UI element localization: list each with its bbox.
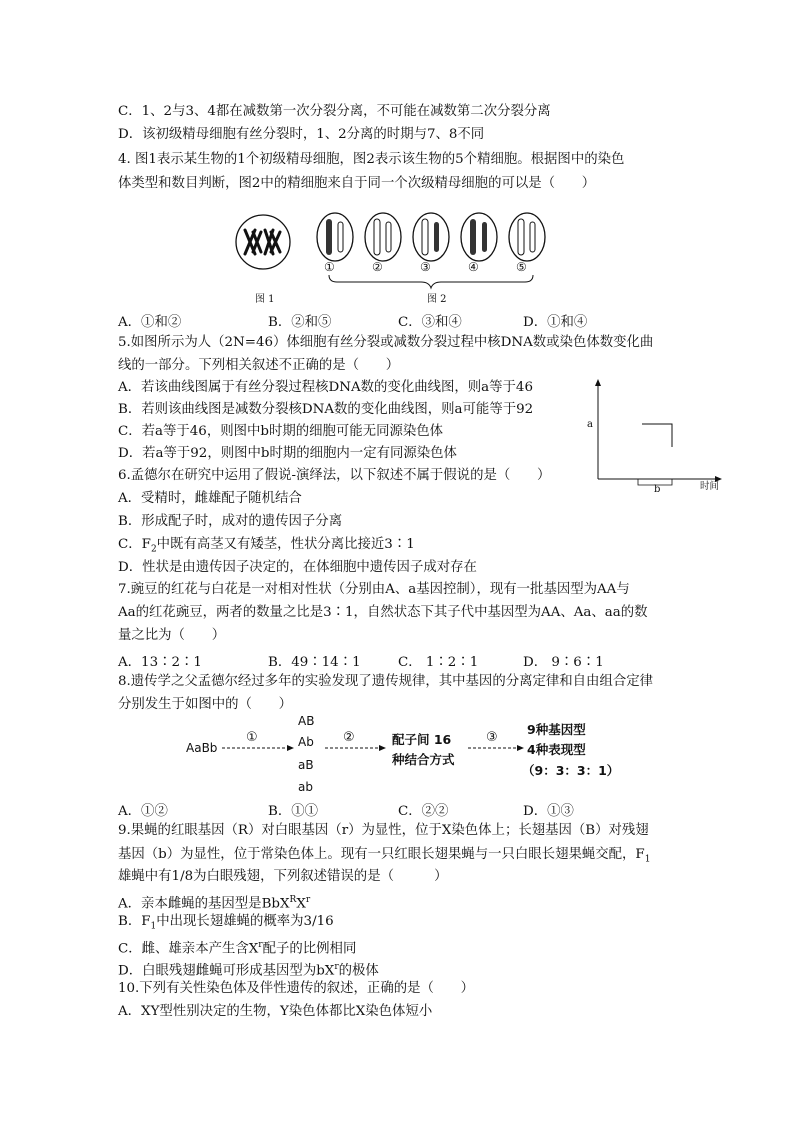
q5-option-c: C．若a等于46，则图中b时期的细胞可能无同源染色体	[118, 424, 444, 439]
q9-option-a-sup1: R	[289, 895, 297, 905]
q6-option-c-sub: 2	[150, 544, 157, 555]
q9-option-d	[118, 957, 379, 981]
q9-stem-line1: 9.果蝇的红眼基因（R）对白眼基因（r）为显性，位于X染色体上；长翅基因（B）对残翅	[118, 823, 649, 838]
q8-box3-line3: （9：3：3：1）	[522, 763, 620, 778]
fig1-caption: 图 1	[255, 294, 275, 305]
q5-option-b: B．若则该曲线图是减数分裂核DNA数的变化曲线图，则a可能等于92	[118, 402, 534, 417]
q5-option-d: D．若a等于92，则图中b时期的细胞内一定有同源染色体	[118, 446, 457, 461]
q7-stem-line3: 量之比为（ ）	[118, 628, 226, 643]
q4-option-b: B．②和⑤	[268, 315, 332, 330]
q8-flow-start: AaBb	[186, 741, 218, 755]
cell-label-1: ①	[324, 260, 335, 274]
q9-option-a-mid: X	[296, 896, 306, 912]
q3-option-c: C．1、2与3、4都在减数第一次分裂分离，不可能在减数第二次分裂分离	[118, 104, 551, 119]
q8-option-d: D．①③	[523, 804, 574, 819]
q4-stem-line1: 4. 图1表示某生物的1个初级精母细胞，图2表示该生物的5个精细胞。根据图中的染色	[118, 152, 625, 167]
q9-option-c-pre: C．雌、雄亲本产生含X	[118, 941, 259, 957]
q8-option-a: A．①②	[118, 804, 168, 819]
q10-option-a: A．XY型性别决定的生物，Y染色体都比X染色体短小	[118, 1004, 433, 1019]
q4-option-a: A．①和②	[118, 315, 182, 330]
cell-label-2: ②	[372, 260, 383, 274]
q7-option-d: D． 9∶6∶1	[523, 655, 604, 670]
q8-gamete-2: Ab	[298, 735, 314, 749]
q9-option-c	[118, 935, 356, 959]
q9-option-a-pre: A．亲本雌蝇的基因型是BbX	[118, 896, 290, 912]
fig2-caption: 图 2	[427, 294, 447, 305]
cell-label-5: ⑤	[516, 260, 527, 274]
q6-option-c-pre: C．F	[118, 537, 151, 552]
q4-cell-figure	[225, 202, 570, 312]
q6-option-a: A．受精时，雌雄配子随机结合	[118, 491, 302, 506]
q6-option-b: B．形成配子时，成对的遗传因子分离	[118, 514, 343, 529]
q4-options	[118, 311, 738, 331]
q8-box3-line1: 9种基因型	[527, 722, 586, 737]
q4-stem-line2: 体类型和数目判断，图2中的精细胞来自于同一个次级精母细胞的可以是（ ）	[118, 176, 596, 191]
q9-option-b	[118, 912, 334, 937]
q8-options	[118, 800, 738, 820]
q9-stem-line2-sub: 1	[644, 854, 651, 865]
q6-option-c-post: 中既有高茎又有矮茎，性状分离比接近3∶1	[156, 537, 415, 552]
q7-option-c: C． 1∶2∶1	[398, 655, 479, 670]
q7-option-a: A．13∶2∶1	[118, 655, 202, 670]
q3-option-d: D．该初级精母细胞有丝分裂时，1、2分离的时期与7、8不同	[118, 127, 485, 142]
q4-option-c: C．③和④	[398, 315, 462, 330]
q8-gamete-3: aB	[298, 758, 314, 772]
q5-option-a: A．若该曲线图属于有丝分裂过程核DNA数的变化曲线图，则a等于46	[118, 380, 533, 395]
q9-option-d-pre: D．白眼残翅雌蝇可形成基因型为bX	[118, 963, 335, 979]
q10-stem: 10.下列有关性染色体及伴性遗传的叙述，正确的是（ ）	[118, 981, 475, 996]
q5-stem-line2: 线的一部分。下列相关叙述不正确的是（ ）	[118, 358, 400, 373]
q8-box2-line1: 配子间 16	[392, 732, 452, 747]
q7-options	[118, 651, 738, 671]
cell-label-4: ④	[468, 260, 479, 274]
q5-graph-b-label: b	[654, 484, 661, 495]
q8-gamete-4: ab	[298, 780, 313, 794]
q8-gamete-1: AB	[298, 714, 315, 728]
q9-option-d-post: 的极体	[338, 963, 379, 979]
q9-option-b-sub: 1	[150, 921, 157, 932]
q5-graph-x-label: 时间	[700, 481, 720, 492]
cell-1	[317, 213, 353, 261]
q8-step-2: ②	[343, 730, 355, 745]
q9-stem-line2-pre: 基因（b）为显性，位于常染色体上。现有一只红眼长翅果蝇与一只白眼长翅果蝇交配，F	[118, 847, 645, 862]
q8-option-b: B．①①	[268, 804, 319, 819]
q9-option-d-sup: r	[334, 962, 339, 972]
q6-option-c	[118, 535, 415, 560]
q9-option-a	[118, 890, 310, 914]
q4-option-d: D．①和④	[523, 315, 588, 330]
q9-option-a-sup2: r	[305, 895, 311, 905]
q8-step-1: ①	[246, 730, 258, 745]
q9-stem-line2	[118, 845, 650, 870]
q8-step-3: ③	[486, 730, 498, 745]
q5-graph-a-label: a	[587, 419, 593, 430]
q8-box2-line2: 种结合方式	[392, 752, 455, 767]
q9-option-c-post: 配子的比例相同	[262, 941, 357, 957]
q8-option-c: C．②②	[398, 804, 449, 819]
cell-3	[413, 213, 449, 261]
fig1-primary-spermatocyte	[236, 215, 290, 269]
q9-stem-line3: 雄蝇中有1/8为白眼残翅，下列叙述错误的是（ ）	[118, 869, 448, 884]
q5-stem-line1: 5.如图所示为人（2N=46）体细胞有丝分裂或减数分裂过程中核DNA数或染色体数变化曲	[118, 335, 654, 350]
q6-option-d: D．性状是由遗传因子决定的，在体细胞中遗传因子成对存在	[118, 560, 477, 575]
cell-5	[509, 213, 545, 261]
q8-box3-line2: 4种表现型	[527, 742, 586, 757]
q8-stem-line1: 8.遗传学之父孟德尔经过多年的实验发现了遗传规律，其中基因的分离定律和自由组合定律	[118, 674, 654, 689]
q7-option-b: B．49∶14∶1	[268, 655, 361, 670]
cell-label-3: ③	[420, 260, 431, 274]
q7-stem-line1: 7.豌豆的红花与白花是一对相对性状（分别由A、a基因控制），现有一批基因型为AA与	[118, 582, 630, 597]
q6-stem: 6.孟德尔在研究中运用了假说-演绎法，以下叙述不属于假说的是（ ）	[118, 468, 551, 483]
q9-option-c-sup: r	[258, 940, 263, 950]
q8-stem-line2: 分别发生于如图中的（ ）	[118, 697, 293, 712]
q7-stem-line2: Aa的红花豌豆，两者的数量之比是3∶1，自然状态下其子代中基因型为AA、Aa、aa的数	[118, 605, 648, 620]
q9-option-b-pre: B．F	[118, 914, 151, 929]
cell-4	[461, 213, 497, 261]
q9-option-b-post: 中出现长翅雄蝇的概率为3/16	[156, 914, 334, 929]
cell-2	[365, 213, 401, 261]
